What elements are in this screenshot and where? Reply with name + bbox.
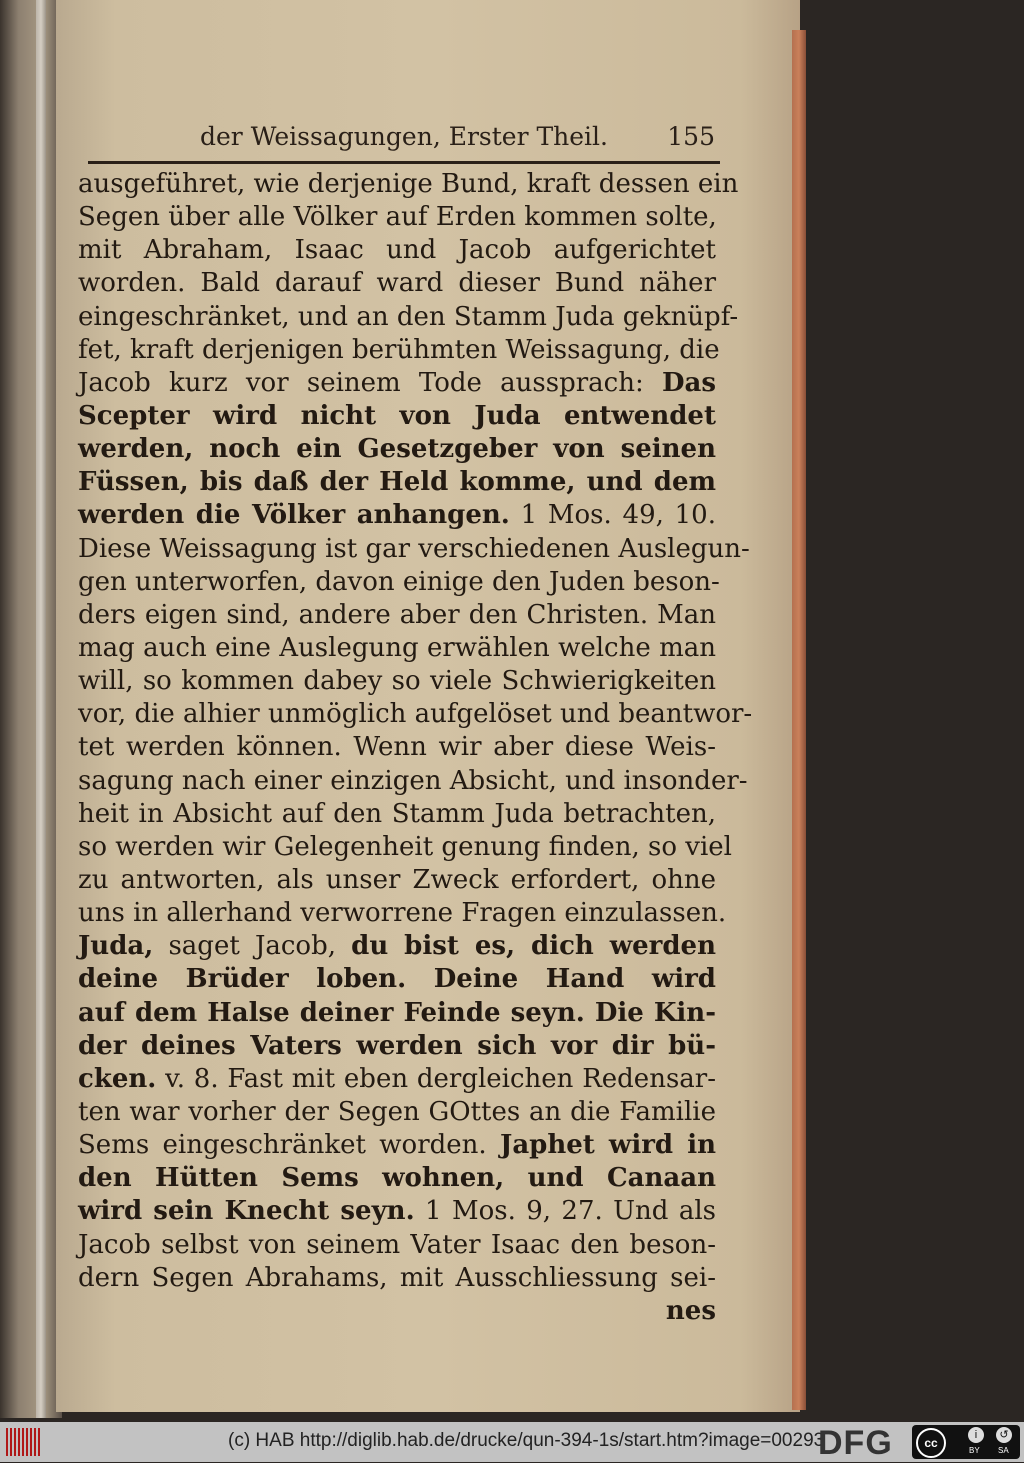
running-title: der Weissagungen, Erster Theil.	[200, 122, 608, 151]
text-segment: zu antworten, als unser Zweck erfordert, ohne	[78, 864, 716, 895]
text-line	[78, 433, 716, 466]
text-segment: tet werden können. Wenn wir aber diese Weis-	[78, 732, 716, 763]
text-line	[78, 930, 716, 963]
text-line	[78, 1229, 716, 1262]
page-edge	[792, 30, 806, 1410]
text-segment: Segen über alle Völker auf Erden kommen solte,	[78, 202, 717, 233]
bold-text-segment: werden die Völker anhangen.	[78, 500, 510, 531]
text-line	[78, 897, 727, 930]
text-segment: gen unterworfen, davon einige den Juden beson-	[78, 566, 720, 597]
text-line	[78, 1063, 716, 1096]
text-segment: saget Jacob,	[153, 931, 352, 962]
cc-license-badge[interactable]	[912, 1425, 1020, 1459]
text-line	[78, 1096, 716, 1129]
text-segment: 1 Mos. 9, 27. Und als	[414, 1196, 716, 1227]
text-segment: 1 Mos. 49, 10.	[509, 500, 716, 531]
text-line	[78, 466, 716, 499]
bold-text-segment: der deines Vaters werden sich vor dir bü-	[78, 1030, 716, 1061]
text-segment: worden. Bald darauf ward dieser Bund näher	[78, 268, 716, 299]
sa-label: SA	[998, 1446, 1009, 1455]
page-text	[78, 168, 753, 1295]
text-line	[78, 400, 716, 433]
page-number: 155	[667, 122, 715, 151]
text-line	[78, 301, 739, 334]
text-segment: Jacob selbst von seinem Vater Isaac den beson-	[78, 1229, 716, 1260]
dfg-logo: DFG	[818, 1424, 893, 1462]
text-segment: dern Segen Abrahams, mit Ausschliessung sei-	[78, 1262, 716, 1293]
by-label: BY	[969, 1446, 980, 1455]
text-line	[78, 1262, 716, 1295]
text-line	[78, 1030, 716, 1063]
text-line	[78, 566, 720, 599]
hab-logo-icon	[6, 1428, 40, 1456]
text-line	[78, 201, 716, 234]
facing-page-edge	[0, 0, 62, 1418]
bold-text-segment: Scepter wird nicht von Juda entwendet	[78, 400, 716, 431]
text-segment: heit in Absicht auf den Stamm Juda betrachten,	[78, 798, 716, 829]
text-segment: fet, kraft derjenigen berühmten Weissagung, die	[78, 334, 720, 365]
text-segment: mit Abraham, Isaac und Jacob aufgerichtet	[78, 235, 716, 266]
text-line	[78, 864, 716, 897]
text-segment: uns in allerhand verworrene Fragen einzulassen.	[78, 898, 727, 929]
text-segment: vor, die alhier unmöglich aufgelöset und beantwor-	[78, 699, 753, 730]
text-line	[78, 997, 716, 1030]
bold-text-segment: Juda,	[78, 931, 154, 962]
text-segment: ders eigen sind, andere aber den Christen. Man	[78, 599, 716, 630]
text-line	[78, 367, 716, 400]
text-line	[78, 1162, 716, 1195]
text-segment: so werden wir Gelegenheit genung finden, so viel	[78, 831, 732, 862]
text-line	[78, 334, 720, 367]
bold-text-segment: Das	[661, 367, 716, 398]
text-line	[78, 168, 739, 201]
book-gutter	[36, 0, 46, 1418]
text-line	[78, 1129, 716, 1162]
cc-icon: cc	[916, 1428, 946, 1458]
footer-bar	[0, 1422, 1024, 1462]
text-line	[78, 798, 716, 831]
text-segment: sagung nach einer einzigen Absicht, und insonder-	[78, 765, 748, 796]
bold-text-segment: deine Brüder loben. Deine Hand wird	[78, 964, 716, 995]
bold-text-segment: werden, noch ein Gesetzgeber von seinen	[78, 434, 716, 465]
text-line	[78, 267, 716, 300]
text-line	[78, 765, 748, 798]
text-segment: Jacob kurz vor seinem Tode aussprach:	[78, 367, 662, 398]
running-header	[200, 122, 715, 156]
bold-text-segment: auf dem Halse deiner Feinde seyn. Die Kin-	[78, 997, 716, 1028]
bold-text-segment: Japhet wird in	[500, 1130, 716, 1161]
text-line	[78, 599, 716, 632]
text-line	[78, 963, 716, 996]
bold-text-segment: du bist es, dich werden	[351, 931, 717, 962]
bold-text-segment: Füssen, bis daß der Held komme, und dem	[78, 467, 716, 498]
sa-icon: ↺	[996, 1427, 1012, 1443]
catchword: nes	[665, 1296, 716, 1326]
text-line	[78, 698, 753, 731]
bold-text-segment: den Hütten Sems wohnen, und Canaan	[78, 1163, 716, 1194]
text-line	[78, 234, 716, 267]
text-segment: Sems eingeschränket worden.	[78, 1130, 501, 1161]
text-segment: will, so kommen dabey so viele Schwierigkeiten	[78, 666, 716, 697]
text-segment: eingeschränket, und an den Stamm Juda geknüpf-	[78, 301, 739, 332]
text-line	[78, 665, 716, 698]
text-segment: v. 8. Fast mit eben dergleichen Redensar-	[156, 1063, 716, 1094]
text-segment: Diese Weissagung ist gar verschiedenen Auslegun-	[78, 533, 750, 564]
text-segment: ten war vorher der Segen GOttes an die Familie	[78, 1096, 716, 1127]
text-line	[78, 1195, 716, 1228]
header-rule	[88, 161, 720, 164]
by-icon: i	[968, 1427, 984, 1443]
credit-link[interactable]: (c) HAB http://diglib.hab.de/drucke/qun-394-1s/start.htm?image=00293	[228, 1430, 825, 1451]
text-line	[78, 533, 750, 566]
text-segment: ausgeführet, wie derjenige Bund, kraft dessen ein	[78, 169, 739, 199]
text-line	[78, 499, 716, 532]
text-line	[78, 632, 716, 665]
text-line	[78, 731, 716, 764]
bold-text-segment: wird sein Knecht seyn.	[78, 1196, 415, 1227]
bold-text-segment: cken.	[78, 1063, 157, 1094]
text-line	[78, 831, 732, 864]
text-segment: mag auch eine Auslegung erwählen welche man	[78, 632, 716, 663]
